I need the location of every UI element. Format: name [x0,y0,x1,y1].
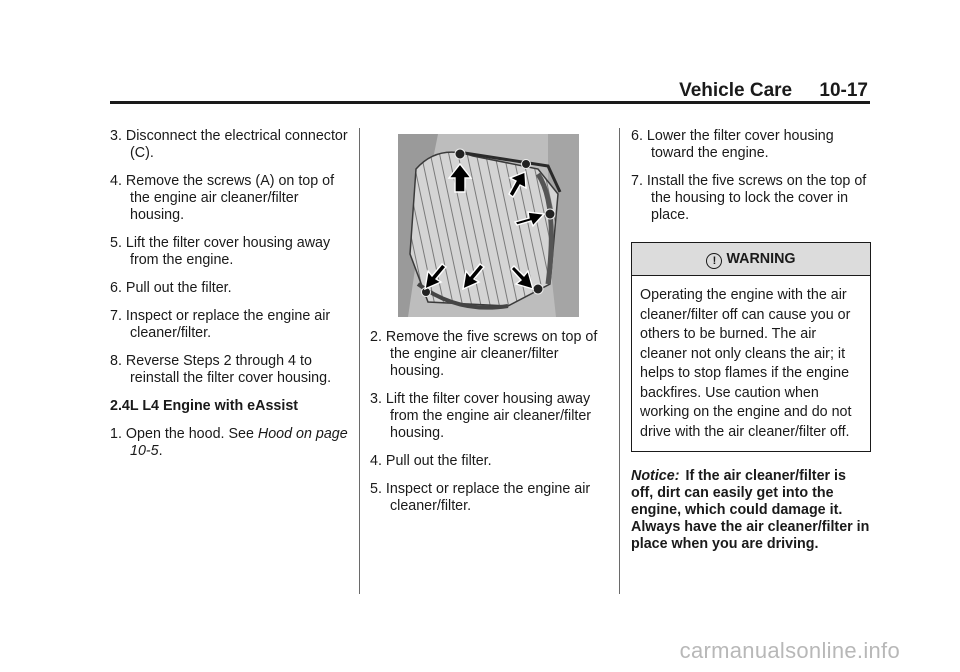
column-2 [370,128,606,526]
step-item: 3. Lift the filter cover housing away from the engine air cleaner/filter housing. [370,391,592,441]
step-item: 5. Lift the filter cover housing away from the engine. [110,235,331,268]
engine-air-filter-illustration [398,134,579,317]
header-rule [110,101,870,104]
subheading: 2.4L L4 Engine with eAssist [110,398,299,414]
notice-text: Notice: If the air cleaner/filter is off, dirt can easily get into the engine, which could damage it. Always have the air cleaner/filter in place when you are driving. [631,468,870,552]
page-number: 10-17 [819,80,868,101]
column-divider [619,128,620,594]
column-1 [110,128,350,471]
warning-text: Operating the engine with the air cleaner/filter off can cause you or others to be burned. The air cleaner not only cleans the air; it helps to stop flames if the engine backfires. Use caution when working on the engine and do not drive with the air cleaner/filter off. [640,287,852,440]
warning-box [631,242,871,452]
column-3 [631,128,871,553]
warning-title: WARNING [726,251,796,267]
step-item: 6. Pull out the filter. [110,280,232,296]
step-item: 4. Pull out the filter. [370,453,492,469]
step-item: 4. Remove the screws (A) on top of the engine air cleaner/filter housing. [110,173,335,223]
notice-label: Notice: [631,468,680,484]
step-item: 2. Remove the five screws on top of the engine air cleaner/filter housing. [370,329,598,379]
alert-circle-icon: ! [706,253,722,269]
step-item: 8. Reverse Steps 2 through 4 to reinstall the filter cover housing. [110,353,332,386]
section-title: Vehicle Care [679,80,793,101]
watermark: carmanualsonline.info [679,638,900,663]
page-header [679,80,868,102]
warning-header [632,243,870,276]
column-divider [359,128,360,594]
step-item: 5. Inspect or replace the engine air cleaner/filter. [370,481,591,514]
step-item: 7. Install the five screws on the top of the housing to lock the cover in place. [631,173,867,223]
step-item: 1. Open the hood. See Hood on page 10-5. [110,426,348,459]
step-item: 7. Inspect or replace the engine air cleaner/filter. [110,308,331,341]
step-item: 3. Disconnect the electrical connector (C). [110,128,348,161]
step-item: 6. Lower the filter cover housing toward the engine. [631,128,834,161]
cross-reference-link[interactable]: Hood on page 10-5 [130,426,348,459]
